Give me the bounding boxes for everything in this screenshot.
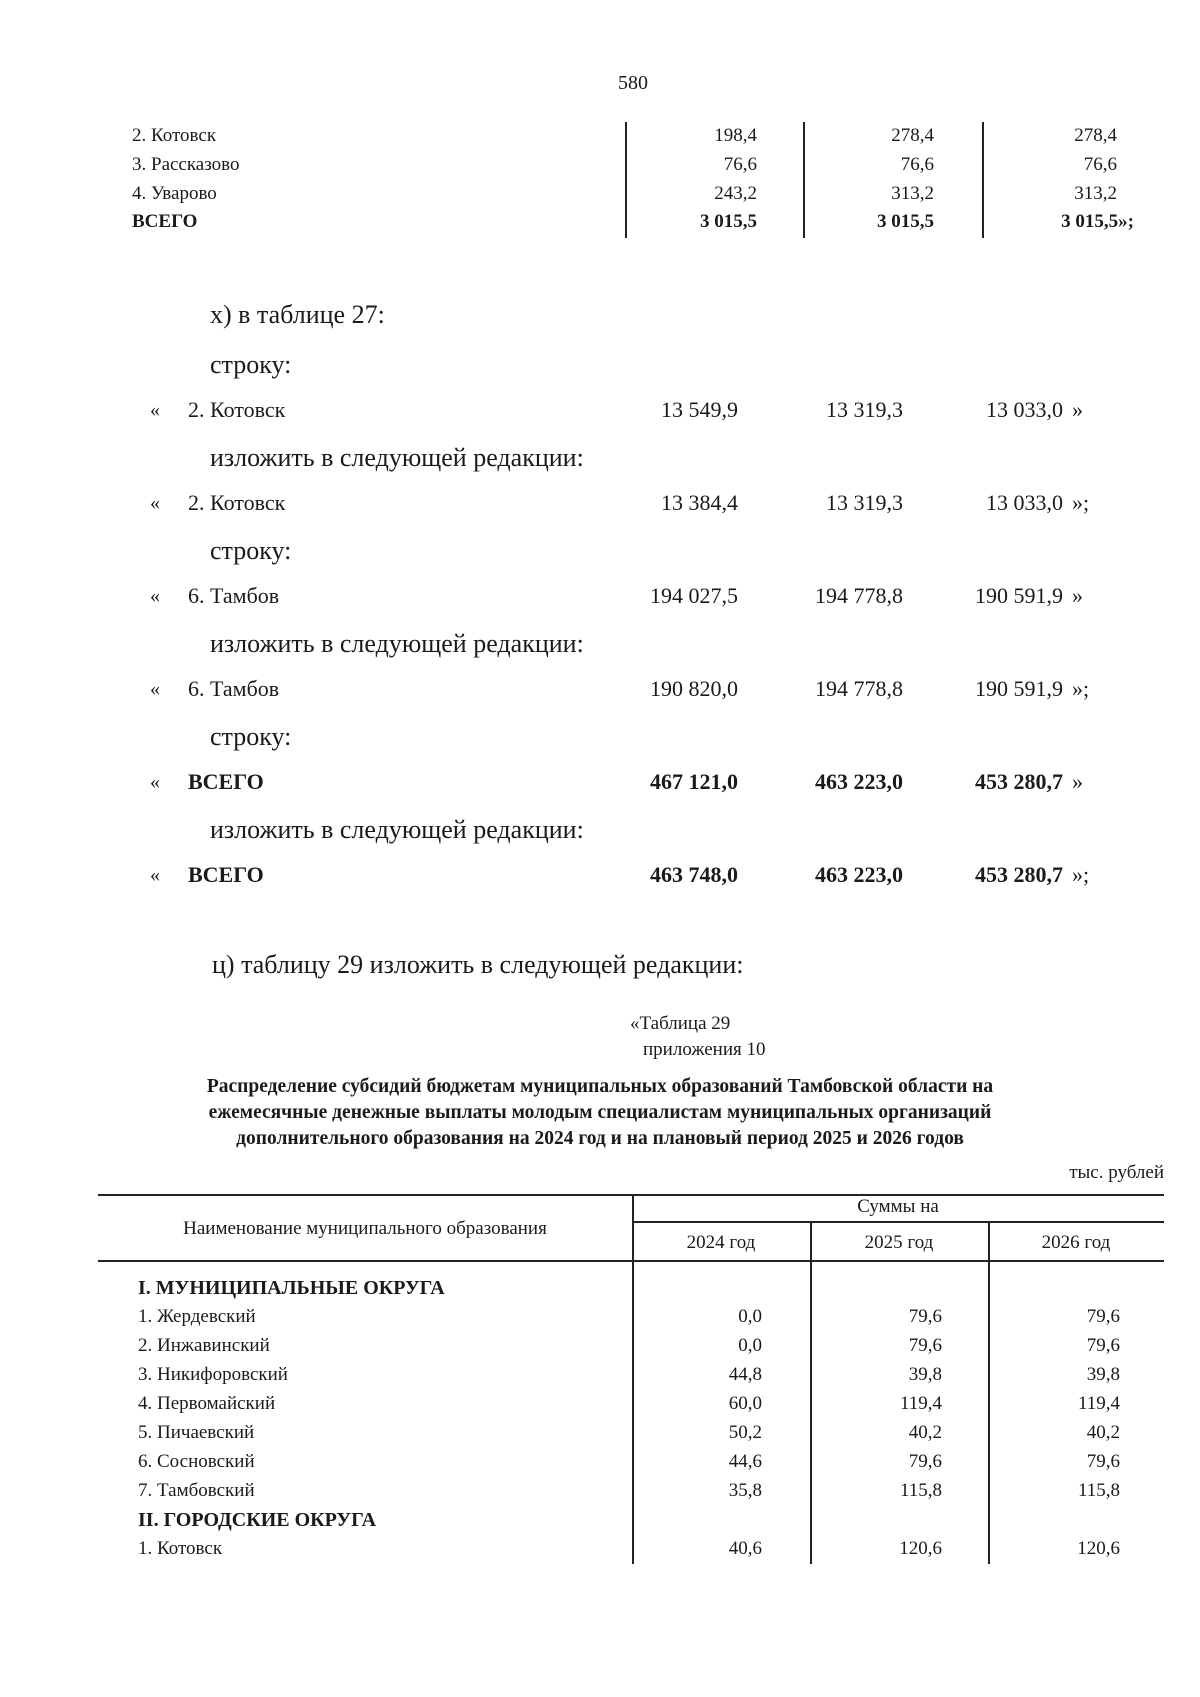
row-label: строку: [210,350,292,379]
open-quote: « [150,399,160,421]
row-name: ВСЕГО [188,769,264,794]
value-2024: 50,2 [728,1422,762,1443]
open-quote: « [150,585,160,607]
section-title: II. ГОРОДСКИЕ ОКРУГА [138,1509,377,1531]
value-2024: 198,4 [714,125,757,146]
value-2024: 243,2 [714,183,757,204]
table-row [0,183,1200,211]
header-sums-on: Суммы на [857,1196,939,1217]
value-2024: 44,6 [728,1451,762,1472]
value-2026: 278,4 [1074,125,1117,146]
row-name: 1. Котовск [138,1538,223,1559]
value-2025: 463 223,0 [815,862,903,887]
row-name: 5. Пичаевский [138,1422,255,1443]
value-2025: 194 778,8 [815,676,903,701]
value-2026: 39,8 [1086,1364,1120,1385]
table29-intro: ц) таблицу 29 изложить в следующей редакции: [212,950,744,979]
amendment-row [0,397,1200,431]
table-row [0,1480,1200,1509]
value-2025: 278,4 [891,125,934,146]
value-2024: 13 384,4 [661,490,738,515]
value-2024: 40,6 [728,1538,762,1559]
value-2025: 39,8 [908,1364,942,1385]
value-2026: 3 015,5»; [1061,211,1134,232]
open-quote: « [150,864,160,886]
table-section-row [0,1509,1200,1538]
value-2025: 463 223,0 [815,769,903,794]
row-name: ВСЕГО [188,862,264,887]
value-2024: 76,6 [723,154,757,175]
value-2025: 13 319,3 [826,397,903,422]
row-name: 3. Рассказово [132,154,240,175]
value-2026: 119,4 [1077,1393,1120,1414]
value-2024: 0,0 [738,1306,762,1327]
table-row [0,154,1200,182]
value-2024: 0,0 [738,1335,762,1356]
value-2024: 44,8 [728,1364,762,1385]
replace-label: изложить в следующей редакции: [210,815,584,844]
row-name: 2. Котовск [132,125,217,146]
value-2025: 194 778,8 [815,583,903,608]
amendment-row-total [0,769,1200,803]
table-row [0,1393,1200,1422]
row-label: строку: [210,722,292,751]
value-2025: 79,6 [908,1306,942,1327]
amendment-heading: х) в таблице 27: [210,300,385,329]
close-quote: »; [1072,862,1090,887]
value-2025: 115,8 [899,1480,942,1501]
value-2024: 13 549,9 [661,397,738,422]
replace-label: изложить в следующей редакции: [210,443,584,472]
value-2026: 190 591,9 [975,676,1063,701]
table-row [0,1364,1200,1393]
row-name: 7. Тамбовский [138,1480,255,1501]
row-name: 2. Котовск [188,397,286,422]
open-quote: « [150,678,160,700]
value-2025: 79,6 [908,1335,942,1356]
section-title: I. МУНИЦИПАЛЬНЫЕ ОКРУГА [138,1277,445,1299]
value-2026: 120,6 [1077,1538,1120,1559]
table-title-line: Распределение субсидий бюджетам муниципальных образований Тамбовской области на [206,1076,994,1097]
open-quote: « [150,771,160,793]
amendment-row-total [0,862,1200,896]
value-2025: 40,2 [908,1422,942,1443]
value-2024: 35,8 [728,1480,762,1501]
value-2026: 79,6 [1086,1451,1120,1472]
value-2025: 119,4 [899,1393,942,1414]
value-2026: 13 033,0 [986,490,1063,515]
row-label: строку: [210,536,292,565]
value-2024: 194 027,5 [650,583,738,608]
table-row [0,1335,1200,1364]
value-2025: 313,2 [891,183,934,204]
value-2025: 79,6 [908,1451,942,1472]
table-row [0,1422,1200,1451]
row-name: 2. Котовск [188,490,286,515]
close-quote: »; [1072,676,1090,701]
row-name: 1. Жердевский [138,1306,256,1327]
value-2026: 190 591,9 [975,583,1063,608]
header-bottom-border [98,1260,1164,1262]
table-row-total [0,211,1200,239]
value-2025: 3 015,5 [877,211,934,232]
row-name: 2. Инжавинский [138,1335,270,1356]
open-quote: « [150,492,160,514]
close-quote: » [1072,769,1083,794]
table-row [0,1451,1200,1480]
close-quote: »; [1072,490,1090,515]
close-quote: » [1072,583,1083,608]
value-2024: 190 820,0 [650,676,738,701]
table-row [0,1306,1200,1335]
amendment-row [0,583,1200,617]
header-year-2024: 2024 год [686,1232,756,1253]
header-year-2025: 2025 год [864,1232,934,1253]
table-title-line: дополнительного образования на 2024 год и на плановый период 2025 и 2026 годов [236,1128,964,1149]
value-2024: 463 748,0 [650,862,738,887]
value-2026: 453 280,7 [975,769,1063,794]
header-name-column: Наименование муниципального образования [183,1218,547,1239]
row-name: 4. Уварово [132,183,217,204]
replace-label: изложить в следующей редакции: [210,629,584,658]
table-row [0,125,1200,153]
amendment-row [0,490,1200,524]
value-2026: 115,8 [1077,1480,1120,1501]
table-caption-appendix: приложения 10 [643,1039,766,1060]
table-section-row [0,1277,1200,1306]
value-2025: 76,6 [900,154,934,175]
header-sub-border [632,1221,1164,1223]
header-year-2026: 2026 год [1041,1232,1111,1253]
value-2024: 60,0 [728,1393,762,1414]
value-2024: 3 015,5 [700,211,757,232]
value-2026: 40,2 [1086,1422,1120,1443]
close-quote: » [1072,397,1083,422]
value-2026: 79,6 [1086,1335,1120,1356]
row-name: 6. Тамбов [188,676,280,701]
amendment-row [0,676,1200,710]
row-name: 4. Первомайский [138,1393,276,1414]
table-caption: «Таблица 29 [630,1013,731,1034]
table-row [0,1538,1200,1567]
row-name: 6. Сосновский [138,1451,255,1472]
value-2026: 79,6 [1086,1306,1120,1327]
value-2026: 13 033,0 [986,397,1063,422]
value-2026: 453 280,7 [975,862,1063,887]
value-2025: 13 319,3 [826,490,903,515]
row-name: ВСЕГО [132,211,198,232]
row-name: 3. Никифоровский [138,1364,288,1385]
table-title-line: ежемесячные денежные выплаты молодым специалистам муниципальных организаций [208,1102,992,1123]
value-2025: 120,6 [899,1538,942,1559]
row-name: 6. Тамбов [188,583,280,608]
value-2026: 313,2 [1074,183,1117,204]
value-2026: 76,6 [1083,154,1117,175]
page-number: 580 [618,72,648,94]
unit-label: тыс. рублей [1069,1162,1164,1183]
value-2024: 467 121,0 [650,769,738,794]
